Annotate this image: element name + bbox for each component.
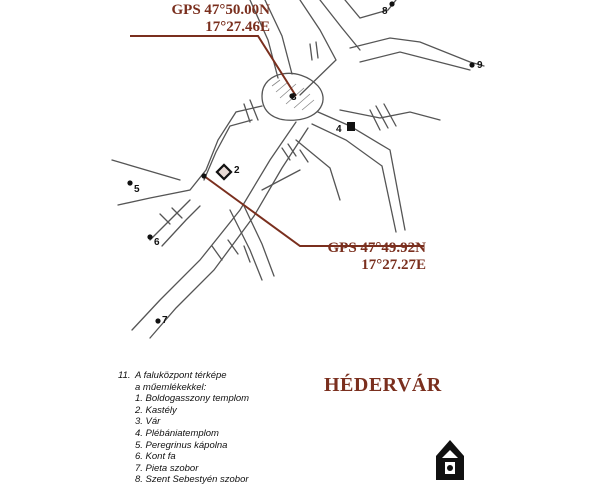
legend-title-line1: A faluközpont térképe bbox=[135, 370, 227, 381]
poi-number-4: 4 bbox=[336, 124, 342, 135]
poi-marker-6 bbox=[147, 234, 152, 239]
legend-item: 2. Kastély bbox=[135, 404, 177, 416]
poi-number-9: 9 bbox=[477, 60, 483, 71]
poi-number-3: 3 bbox=[291, 92, 297, 103]
gps-south-line2: 17°27.27E bbox=[361, 257, 426, 273]
poi-marker-5 bbox=[127, 180, 132, 185]
legend-item: 5. Peregrinus kápolna bbox=[135, 439, 228, 451]
church-emblem-icon bbox=[436, 440, 464, 480]
map-legend bbox=[118, 370, 318, 486]
legend-number: 11. bbox=[118, 370, 131, 381]
poi-number-7: 7 bbox=[162, 315, 168, 326]
poi-number-8: 8 bbox=[382, 6, 388, 17]
legend-list bbox=[118, 393, 318, 486]
gps-south-line1: GPS 47°49.92N bbox=[327, 240, 426, 256]
legend-title-line2: a műemlékekkel: bbox=[135, 381, 207, 393]
gps-north-label bbox=[128, 2, 270, 36]
poi-number-2: 2 bbox=[234, 165, 240, 176]
town-title: HÉDERVÁR bbox=[324, 374, 442, 396]
legend-item: 6. Kont fa bbox=[135, 451, 176, 463]
castle-icon bbox=[217, 165, 231, 179]
gps-north-leader bbox=[130, 36, 296, 96]
poi-number-6: 6 bbox=[154, 237, 160, 248]
poi-marker-9 bbox=[469, 62, 474, 67]
poi-marker-4 bbox=[347, 122, 355, 131]
legend-item: 1. Boldogasszony templom bbox=[135, 393, 250, 405]
poi-marker-8 bbox=[389, 1, 394, 6]
poi-number-5: 5 bbox=[134, 184, 140, 195]
legend-item: 8. Szent Sebestyén szobor bbox=[135, 474, 249, 486]
gps-north-line2: 17°27.46E bbox=[205, 19, 270, 35]
poi-marker-7 bbox=[155, 318, 160, 323]
gps-south-label bbox=[300, 240, 426, 274]
gps-north-line1: GPS 47°50.00N bbox=[171, 2, 270, 18]
legend-item: 3. Vár bbox=[135, 416, 161, 428]
legend-item: 4. Plébániatemplom bbox=[135, 427, 219, 439]
legend-item: 7. Pieta szobor bbox=[135, 462, 199, 474]
poi-marker-2 bbox=[201, 173, 206, 178]
